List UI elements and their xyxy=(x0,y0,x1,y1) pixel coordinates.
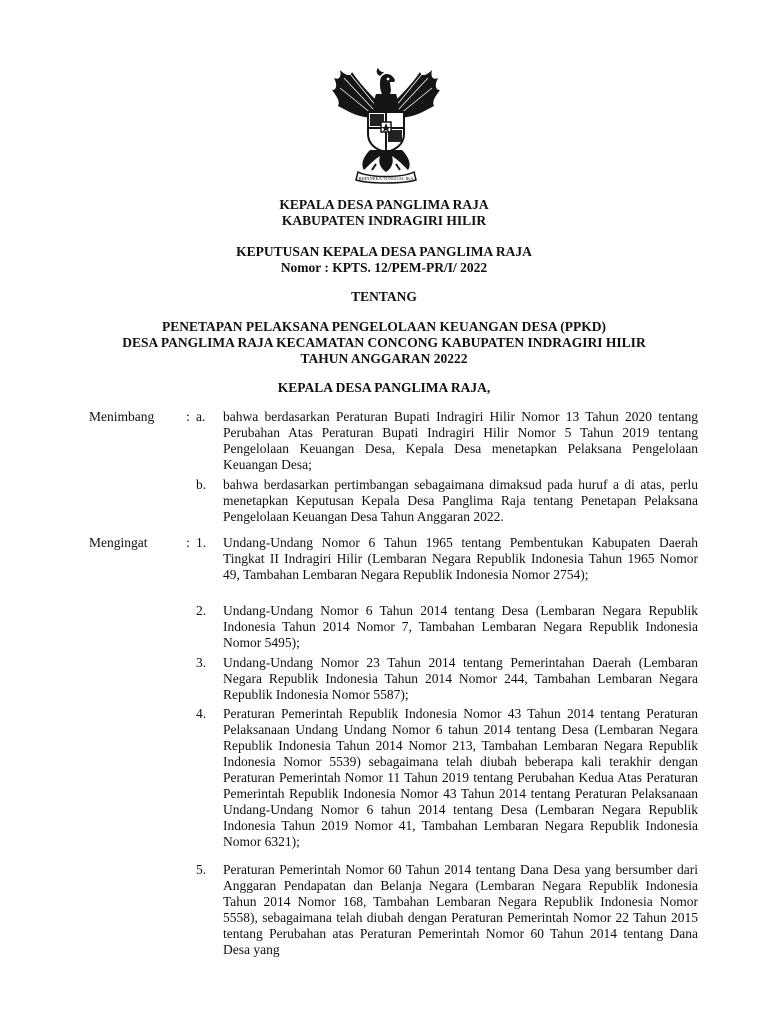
mengingat-item-3: Undang-Undang Nomor 23 Tahun 2014 tentang Pemerintahan Daerah (Lembaran Negara Republik Indonesia Tahun 2014 Nomor 244, Tambahan Lembaran Negara Republik Indonesia Nomor 5587); xyxy=(223,655,698,702)
menimbang-marker-b: b. xyxy=(196,477,207,492)
emblem-ribbon-motto: BHINNEKA TUNGGAL IKA xyxy=(358,176,414,181)
mengingat-item-1: Undang-Undang Nomor 6 Tahun 1965 tentang Pembentukan Kabupaten Daerah Tingkat II Indragiri Hilir (Lembaran Negara Republik Indonesia Tahun 1965 Nomor 49, Tambahan Lembaran Negara Republik Indonesia Nomor 2754); xyxy=(223,535,698,582)
mengingat-item-5: Peraturan Pemerintah Nomor 60 Tahun 2014 tentang Dana Desa yang bersumber dari Anggaran Pendapatan dan Belanja Negara (Lembaran Negara Republik Indonesia Tahun 2014 Nomor 168, Tambahan Lembaran Negara Republik Indonesia Nomor 5558), sebagaimana telah diubah dengan Peraturan Pemerintah Nomor 22 Tahun 2015 tentang Perubahan atas Peraturan Pemerintah Nomor 60 Tahun 2014 tentang Dana Desa yang xyxy=(223,862,698,957)
mengingat-marker-3: 3. xyxy=(196,655,207,670)
mengingat-colon: : xyxy=(186,535,190,550)
tentang-heading: TENTANG xyxy=(351,289,417,304)
menimbang-item-a: bahwa berdasarkan Peraturan Bupati Indragiri Hilir Nomor 13 Tahun 2020 tentang Perubahan Atas Peraturan Bupati Indragiri Hilir Nomor 5 Tahun 2019 tentang Pengelolaan Keuangan Desa, Kepala Desa menetapkan Pelaksana Pengelolaan Keuangan Desa; xyxy=(223,409,698,472)
mengingat-marker-4: 4. xyxy=(196,706,207,721)
issuer-line-2: KABUPATEN INDRAGIRI HILIR xyxy=(281,213,487,228)
mengingat-marker-5: 5. xyxy=(196,862,207,877)
mengingat-label: Mengingat xyxy=(89,535,148,550)
mengingat-item-2: Undang-Undang Nomor 6 Tahun 2014 tentang Desa (Lembaran Negara Republik Indonesia Tahun 2014 Nomor 7, Tambahan Lembaran Negara Republik Indonesia Nomor 5495); xyxy=(223,603,698,650)
menimbang-colon: : xyxy=(186,409,190,424)
subject-line-1: PENETAPAN PELAKSANA PENGELOLAAN KEUANGAN DESA (PPKD) xyxy=(162,319,606,334)
issuer-signature-heading: KEPALA DESA PANGLIMA RAJA, xyxy=(277,380,491,395)
decree-title: KEPUTUSAN KEPALA DESA PANGLIMA RAJA xyxy=(236,244,532,259)
menimbang-label: Menimbang xyxy=(89,409,155,424)
menimbang-item-b: bahwa berdasarkan pertimbangan sebagaimana dimaksud pada huruf a di atas, perlu menetapkan Keputusan Kepala Desa Panglima Raja tentang Penetapan Pelaksana Pengelolaan Keuangan Desa Tahun Anggaran 2022. xyxy=(223,477,698,524)
menimbang-marker-a: a. xyxy=(196,409,206,424)
mengingat-item-4: Peraturan Pemerintah Republik Indonesia Nomor 43 Tahun 2014 tentang Peraturan Pelaksanaan Undang Undang Nomor 6 tahun 2014 tentang Desa (Lembaran Negara Republik Indonesia Tahun 2014 Nomor 213, Tambahan Lembaran Negara Republik Indonesia Nomor 5539) sebagaimana telah diubah beberapa kali terakhir dengan Peraturan Pemerintah Nomor 11 Tahun 2019 tentang Perubahan Kedua Atas Peraturan Pemerintah Republik Indonesia Nomor 43 Tahun 2014 tentang Peraturan Pelaksanaan Undang-Undang Nomor 6 tahun 2014 tentang Desa (Lembaran Negara Republik Indonesia Tahun 2019 Nomor 41, Tambahan Lembaran Negara Republik Indonesia Nomor 6321); xyxy=(223,706,698,849)
mengingat-marker-2: 2. xyxy=(196,603,207,618)
subject-line-3: TAHUN ANGGARAN 20222 xyxy=(300,351,468,366)
decree-number: Nomor : KPTS. 12/PEM-PR/I/ 2022 xyxy=(280,260,488,275)
issuer-line-1: KEPALA DESA PANGLIMA RAJA xyxy=(279,197,489,212)
subject-line-2: DESA PANGLIMA RAJA KECAMATAN CONCONG KABUPATEN INDRAGIRI HILIR xyxy=(122,335,646,350)
mengingat-marker-1: 1. xyxy=(196,535,207,550)
garuda-emblem-icon xyxy=(330,64,442,186)
